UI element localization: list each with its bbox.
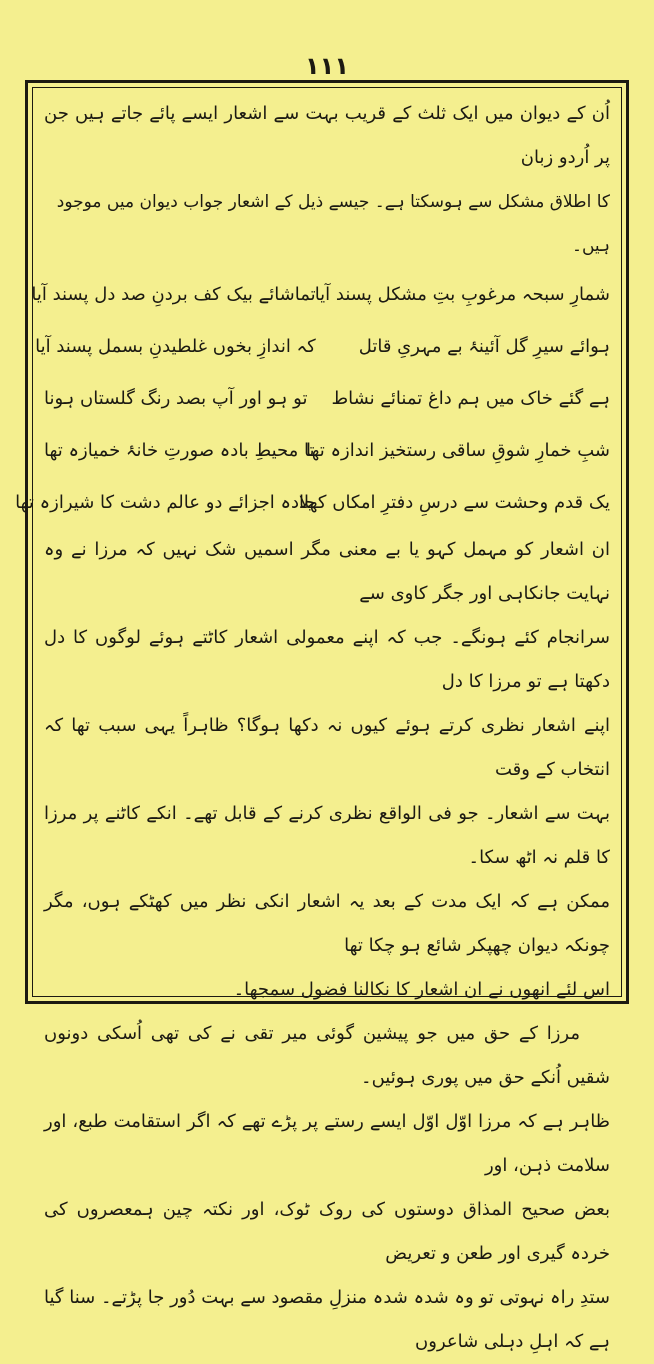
body-line: ستدِ راہ نہوتی تو وہ شدہ شدہ منزلِ مقصود سے بہت دُور جا پڑتے۔ سنا گیا ہے کہ اہلِ دہلی شاعروں — [44, 1287, 610, 1352]
body-line: ممکن ہے کہ ایک مدت کے بعد یہ اشعار انکی نظر میں کھٹکے ہوں، مگر چونکہ دیوان چھپکر شائع ہو چکا تھا — [44, 891, 610, 956]
couplet — [35, 320, 610, 372]
misra-first: شمارِ سبحہ مرغوبِ بتِ مشکل پسند آیا — [314, 283, 610, 305]
body-line: بعض صحیح المذاق دوستوں کی روک ٹوک، اور نکتہ چین ہمعصروں کی خردہ گیری اور طعن و تعریض — [44, 1199, 610, 1264]
verse-block — [15, 268, 610, 528]
body-line: مرزا کے حق میں جو پیشین گوئی میر تقی نے کی تھی اُسکی دونوں شقیں اُنکے حق میں پوری ہوئیں۔ — [44, 1023, 610, 1088]
misra-second: تو ہو اور آپ بصد رنگ گلستاں ہونا — [44, 387, 308, 409]
page-content — [15, 92, 610, 1352]
misra-second: کہ اندازِ بخوں غلطیدنِ بسمل پسند آیا — [35, 335, 316, 357]
misra-first: ہوائے سیرِ گل آئینۂ بے مہریِ قاتل — [358, 335, 610, 357]
misra-second: تا محیطِ بادہ صورتِ خانۂ خمیازہ تھا — [44, 439, 315, 461]
couplet — [15, 476, 610, 528]
misra-second: جادہ اجزائے دو عالم دشت کا شیرازہ تھا — [15, 491, 316, 513]
body-line: بہت سے اشعار۔ جو فی الواقع نظری کرنے کے قابل تھے۔ انکے کاٹنے پر مرزا کا قلم نہ اٹھ سکا۔ — [44, 803, 610, 868]
misra-second: تماشائے بیک کف بردنِ صد دل پسند آیا — [31, 283, 316, 305]
body-line: ان اشعار کو مہمل کہو یا بے معنی مگر اسمیں شک نہیں کہ مرزا نے وہ نہایت جانکاہی اور جگر کاوی سے — [44, 539, 610, 604]
body-line: سرانجام کئے ہونگے۔ جب کہ اپنے معمولی اشعار کاٹتے ہوئے لوگوں کا دل دکھتا ہے تو مرزا کا دل — [44, 627, 610, 692]
body-line: اپنے اشعار نظری کرتے ہوئے کیوں نہ دکھا ہوگا؟ ظاہراً یہی سبب تھا کہ انتخاب کے وقت — [44, 715, 610, 780]
page-number: ۱۱۱ — [305, 52, 349, 80]
body-line: اس لئے انھوں نے ان اشعار کا نکالنا فضول سمجھا۔ — [233, 979, 610, 1000]
misra-first: شبِ خمارِ شوقِ ساقی رستخیز اندازہ تھا — [306, 439, 610, 461]
paragraph-intro: اُن کے دیوان میں ایک ثلث کے قریب بہت سے اشعار ایسے پائے جاتے ہیں جن پر اُردو زبان — [44, 103, 610, 168]
couplet — [44, 424, 610, 476]
misra-first: یک قدم وحشت سے درسِ دفترِ امکاں کھلا — [298, 491, 610, 513]
misra-first: ہے گئے خاک میں ہم داغ تمنائے نشاط — [331, 387, 610, 409]
couplet — [44, 372, 610, 424]
couplet — [31, 268, 610, 320]
paragraph-intro-continued: کا اطلاق مشکل سے ہوسکتا ہے۔ جیسے ذیل کے اشعار جواب دیوان میں موجود ہیں۔ — [56, 192, 610, 256]
body-line: ظاہر ہے کہ مرزا اوّل اوّل ایسے رستے پر پڑے تھے کہ اگر استقامت طبع، اور سلامت ذہن، اور — [44, 1111, 610, 1176]
